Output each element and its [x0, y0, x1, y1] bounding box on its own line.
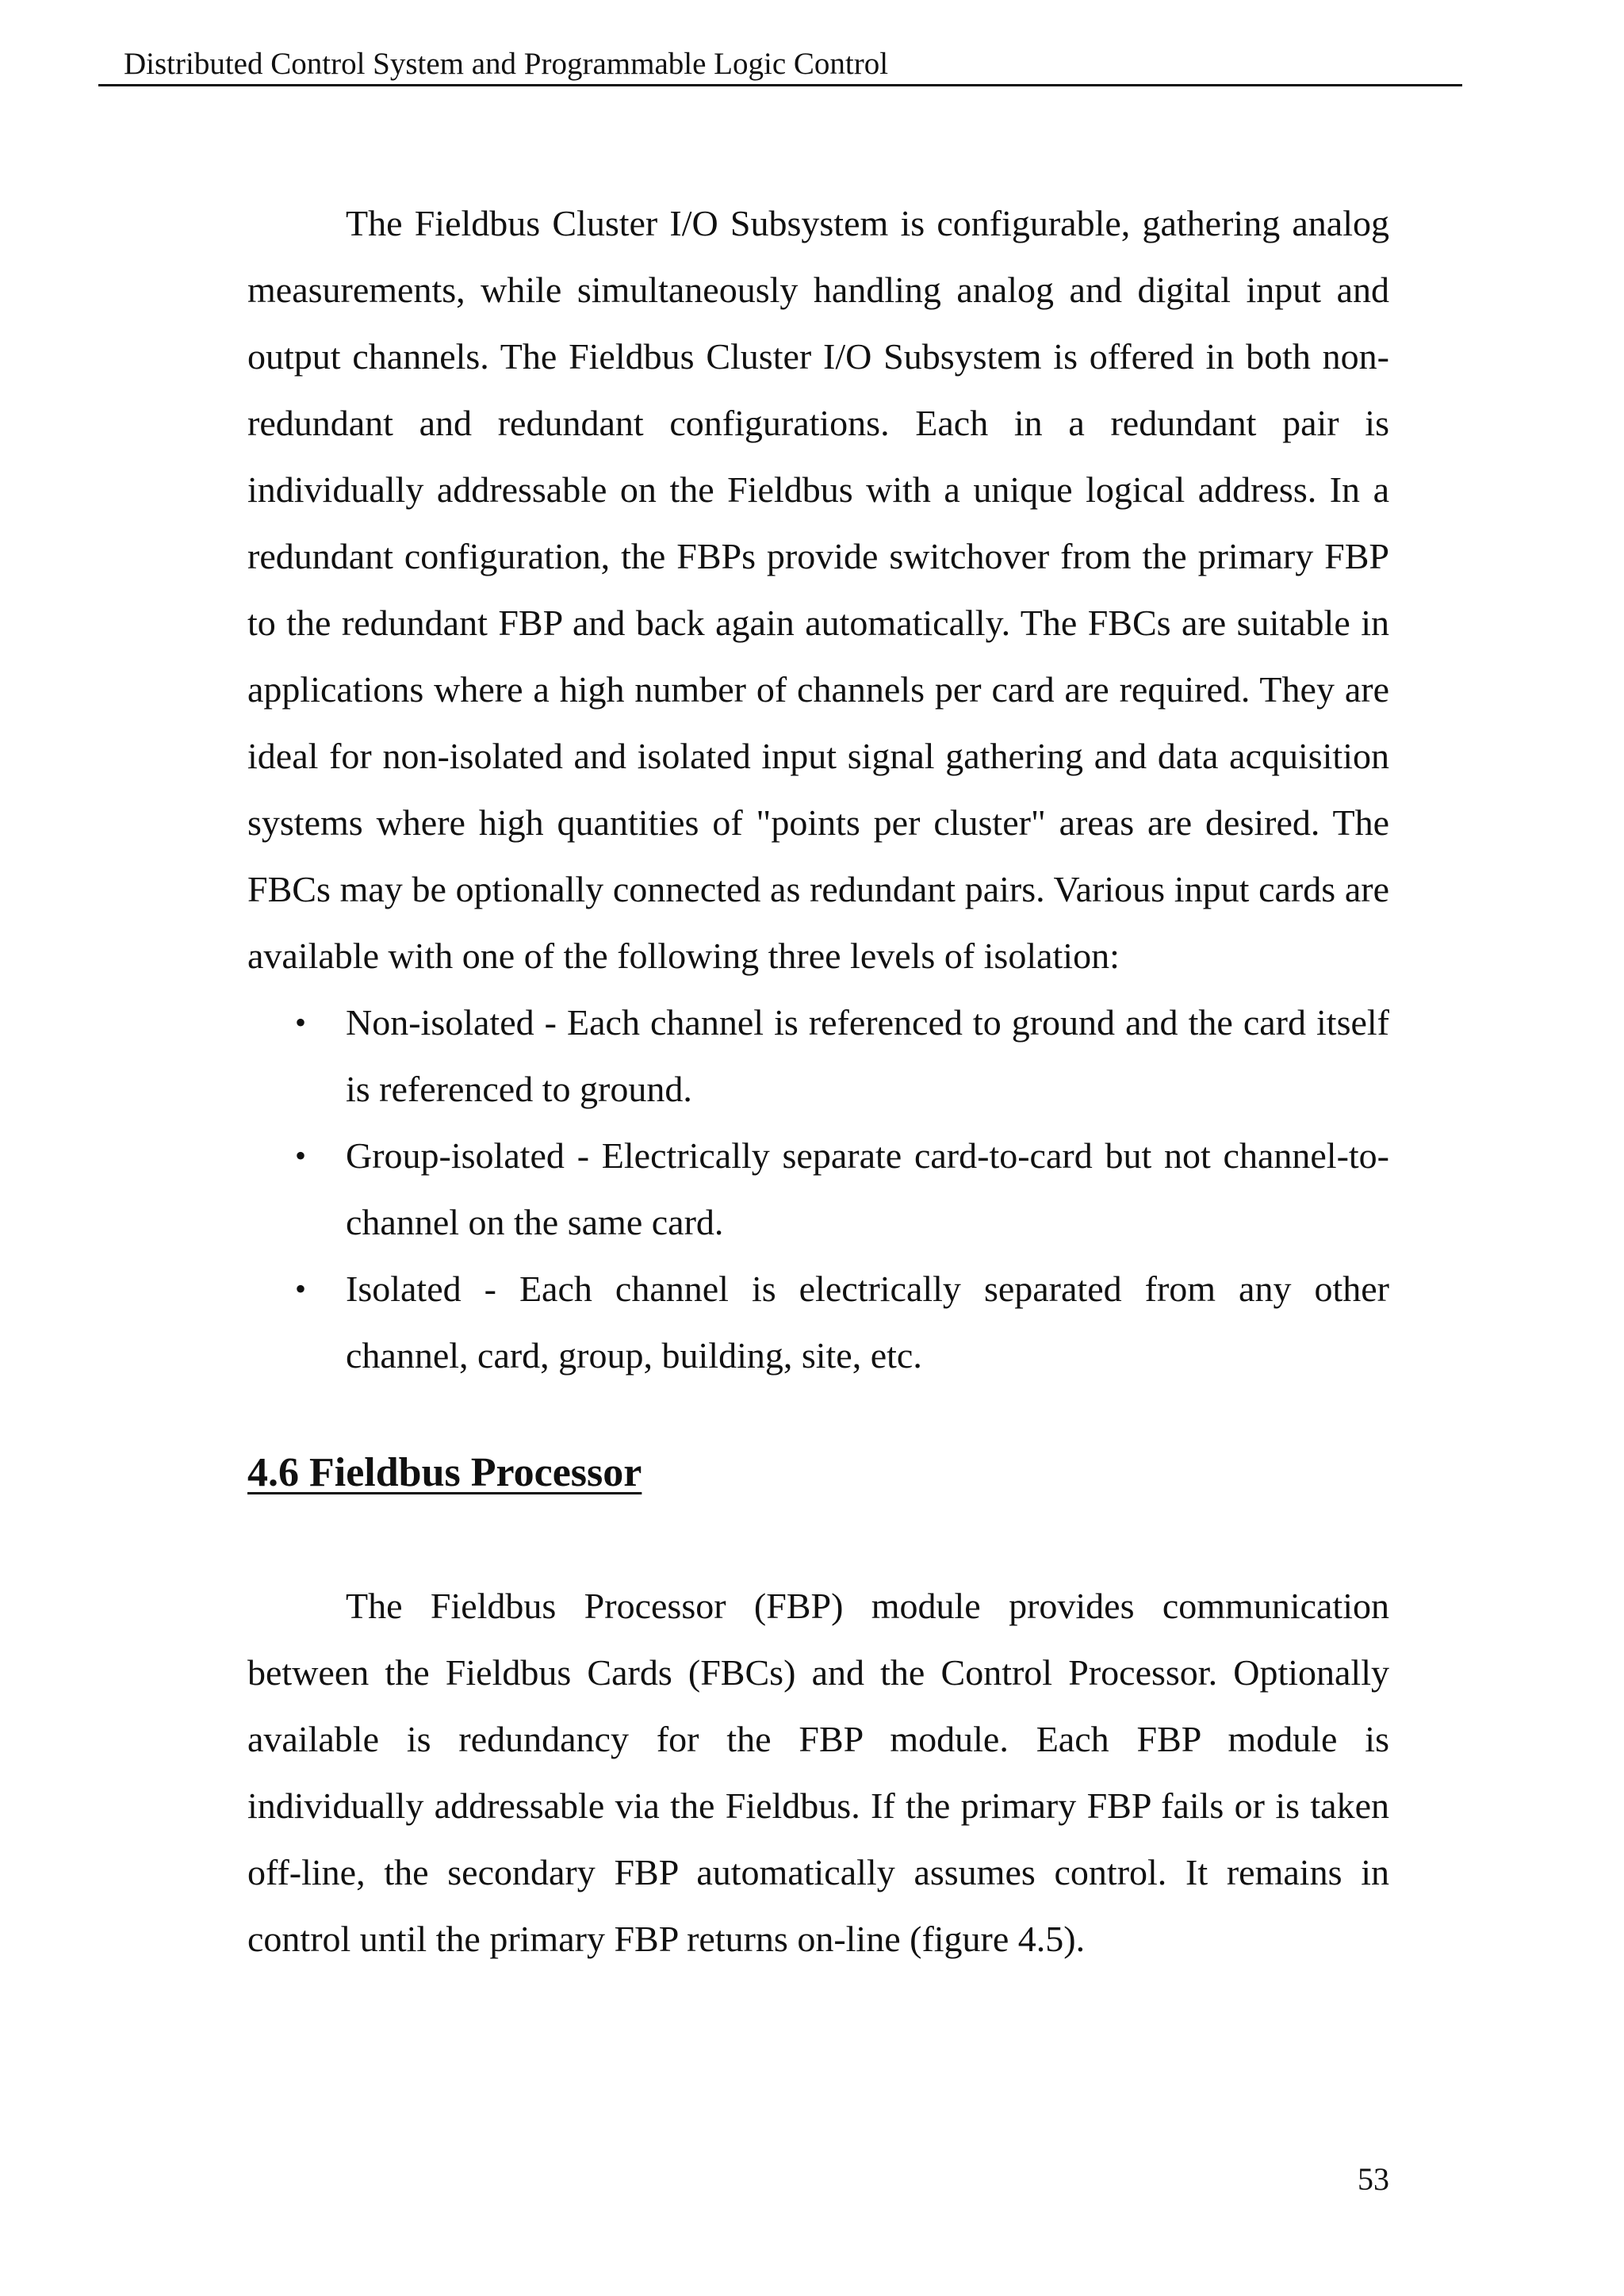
running-header	[98, 44, 1462, 86]
list-item	[247, 1256, 1389, 1389]
bullet-icon: •	[295, 1004, 307, 1040]
list-item-text: Non-isolated - Each channel is referenced to ground and the card itself is referenced to ground.	[346, 1002, 1389, 1109]
bullet-icon: •	[295, 1271, 307, 1307]
running-header-title: Distributed Control System and Programmable Logic Control	[124, 47, 889, 81]
body-paragraph-2: The Fieldbus Processor (FBP) module provides communication between the Fieldbus Cards (FBCs) and the Control Processor. Optionally available is redundancy for the FBP module. Each FBP module is individually addressable via the Fieldbus. If the primary FBP fails or is taken off-line, the secondary FBP automatically assumes control. It remains in control until the primary FBP returns on-line (figure 4.5).	[247, 1586, 1389, 1959]
list-item-text: Group-isolated - Electrically separate card-to-card but not channel-to-channel on the same card.	[346, 1135, 1389, 1242]
section-heading: 4.6 Fieldbus Processor	[247, 1450, 642, 1495]
list-item	[247, 989, 1389, 1123]
bullet-icon: •	[295, 1138, 307, 1173]
page-content	[247, 190, 1389, 1973]
isolation-levels-list	[247, 989, 1389, 1389]
page-number: 53	[1358, 2161, 1389, 2197]
list-item-text: Isolated - Each channel is electrically separated from any other channel, card, group, building, site, etc.	[346, 1269, 1389, 1376]
body-paragraph-1: The Fieldbus Cluster I/O Subsystem is configurable, gathering analog measurements, while simultaneously handling analog and digital input and output channels. The Fieldbus Cluster I/O Subsystem is offered in both non-redundant and redundant configurations. Each in a redundant pair is individually addressable on the Fieldbus with a unique logical address. In a redundant configuration, the FBPs provide switchover from the primary FBP to the redundant FBP and back again automatically. The FBCs are suitable in applications where a high number of channels per card are required. They are ideal for non-isolated and isolated input signal gathering and data acquisition systems where high quantities of "points per cluster" areas are desired. The FBCs may be optionally connected as redundant pairs. Various input cards are available with one of the following three levels of isolation:	[247, 203, 1389, 976]
list-item	[247, 1123, 1389, 1256]
